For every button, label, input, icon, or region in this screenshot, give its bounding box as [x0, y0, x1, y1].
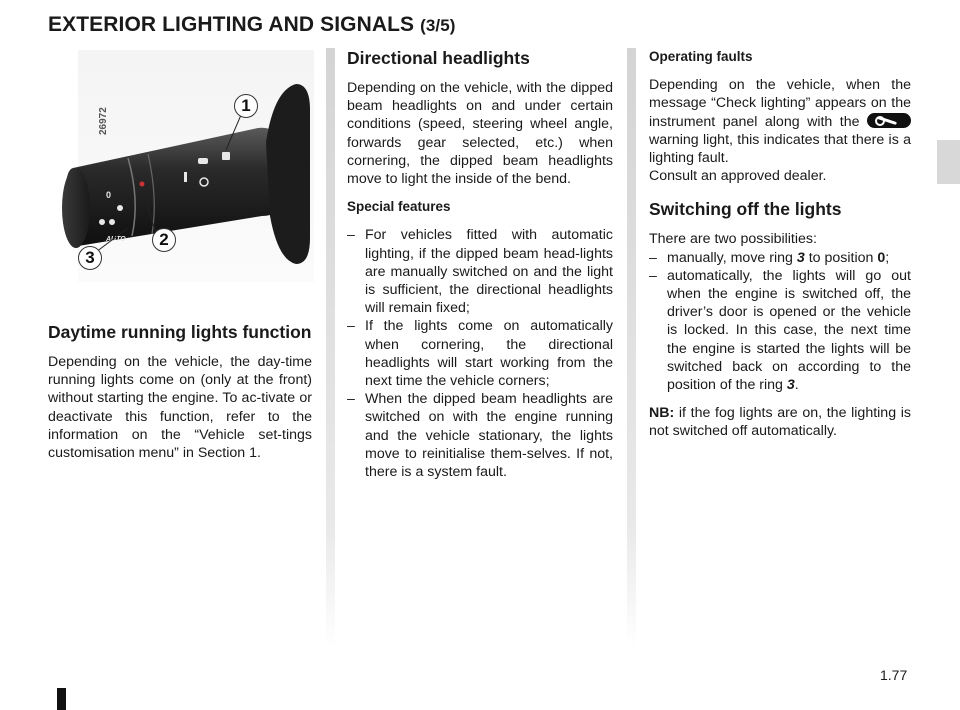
- item2-ring-ref: 3: [786, 377, 795, 394]
- list-item: [649, 249, 911, 267]
- left-column: [48, 322, 312, 472]
- item1-text: manually, move ring: [667, 249, 793, 266]
- special-features-heading: Special features: [347, 199, 451, 215]
- stalk-end-cap: [62, 168, 90, 248]
- item2-end: .: [794, 377, 799, 394]
- daytime-running-lights-heading: Daytime running lights function: [48, 322, 312, 342]
- corner-mark: [57, 688, 66, 710]
- ring-indicator-dot: [140, 182, 145, 187]
- operating-faults-text-after: warning light, this indicates that there is a lighting fault.: [649, 131, 911, 167]
- operating-faults-heading: Operating faults: [649, 49, 753, 64]
- symbol-marker: [184, 172, 187, 182]
- page-title-text: EXTERIOR LIGHTING AND SIGNALS: [48, 13, 415, 36]
- switching-off-intro: There are two possibilities:: [649, 231, 817, 248]
- section-side-tab: [937, 140, 960, 184]
- operating-faults-text: [649, 76, 911, 185]
- special-features-list: [347, 226, 613, 481]
- symbol-side-light: [117, 205, 123, 211]
- switching-off-list: [649, 249, 911, 395]
- callout-3: 3: [78, 246, 102, 270]
- symbol-fog-front: [198, 158, 208, 164]
- page-title: [48, 13, 456, 37]
- daytime-running-lights-text: Depending on the vehicle, the day-time running lights come on (only at the front) without starting the engine. To ac-tivate or deactivate this function, refer to the information on the “Vehicle set-tings customisation menu” in Section 1.: [48, 354, 312, 462]
- page-part: (3/5): [420, 16, 456, 35]
- page-number: 1.77: [880, 667, 908, 683]
- nb-text: if the fog lights are on, the lighting is not switched off automatically.: [649, 405, 911, 440]
- spanner-warning-icon: [867, 113, 911, 128]
- item1-mid-text: to position: [808, 249, 874, 266]
- symbol-fog-rear: [222, 152, 230, 160]
- lighting-stalk-figure: [48, 50, 314, 282]
- list-item: – When the dipped beam headlights are switched on with the engine running and the vehicle stationary, the lights move to reinitialise them-selves. If not, there is a system fault.: [347, 390, 613, 481]
- list-item: [649, 267, 911, 394]
- symbol-dipped-left: [99, 219, 105, 225]
- switching-off-heading: Switching off the lights: [649, 199, 842, 220]
- nb-note: [649, 404, 911, 440]
- directional-headlights-heading: Directional headlights: [347, 48, 530, 68]
- symbol-auto: AUTO: [106, 236, 126, 243]
- right-column: [649, 48, 911, 451]
- item2-text: automatically, the lights will go out when the engine is switched off, the driver’s door is opened or the vehicle is locked. In this case, the next time the engine is started the lights will be switched back on according to the position of the ring: [667, 267, 911, 394]
- symbol-dipped-right: [109, 219, 115, 225]
- item1-ring-ref: 3: [796, 249, 805, 266]
- item1-position: 0: [877, 249, 886, 266]
- operating-faults-text-before: Depending on the vehicle, when the message “Check lighting” appears on the instrument panel along with the: [649, 77, 911, 130]
- directional-headlights-intro: Depending on the vehicle, with the dipped beam headlights on and under certain conditions (speed, steering wheel angle, forwards gear selected, etc.) when cornering, the dipped beam headlights move to light the inside of the bend.: [347, 80, 613, 188]
- callout-2: 2: [152, 228, 176, 252]
- nb-label: NB:: [649, 405, 675, 422]
- consult-dealer-text: Consult an approved dealer.: [649, 168, 827, 185]
- figure-code: 26972: [98, 107, 109, 135]
- list-item: – For vehicles fitted with automatic lighting, if the dipped beam head-lights are manually switched on and the light is sufficient, the directional headlights will remain fixed;: [347, 226, 613, 317]
- callout-1: 1: [234, 94, 258, 118]
- column-divider-right: [627, 48, 636, 648]
- column-divider-left: [326, 48, 335, 648]
- symbol-zero: 0: [106, 190, 112, 200]
- item1-end: ;: [885, 249, 890, 266]
- list-item: – If the lights come on automatically when cornering, the directional headlights will start working from the next time the vehicle corners;: [347, 317, 613, 390]
- middle-column: [347, 48, 613, 481]
